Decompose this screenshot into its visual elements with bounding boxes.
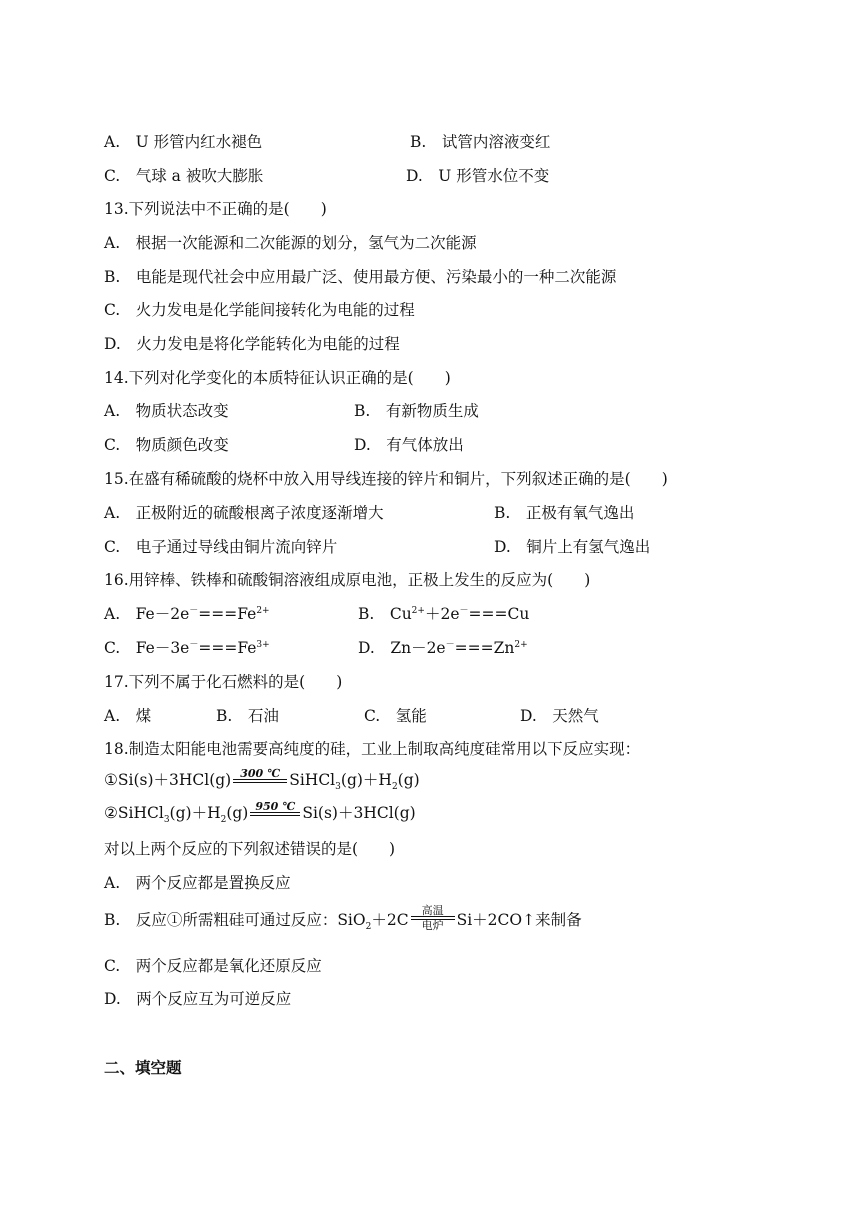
q18-sub-stem: 对以上两个反应的下列叙述错误的是( ) bbox=[104, 840, 396, 858]
q15-options-row2 bbox=[104, 537, 784, 557]
q14-option-b: B. 有新物质生成 bbox=[354, 402, 479, 420]
q14-stem: 14.下列对化学变化的本质特征认识正确的是( ) bbox=[104, 369, 451, 387]
q14-options-row2 bbox=[104, 435, 784, 455]
q12-option-c: C. 气球 a 被吹大膨胀 bbox=[104, 167, 264, 185]
q15-option-c: C. 电子通过导线由铜片流向锌片 bbox=[104, 538, 338, 556]
q13-stem: 13.下列说法中不正确的是( ) bbox=[104, 200, 327, 218]
q13-option-a: A. 根据一次能源和二次能源的划分，氢气为二次能源 bbox=[104, 234, 477, 252]
q16-stem: 16.用锌棒、铁棒和硫酸铜溶液组成原电池，正极上发生的反应为( ) bbox=[104, 571, 591, 589]
q15-option-d: D. 铜片上有氢气逸出 bbox=[494, 538, 651, 556]
q12-option-b: B. 试管内溶液变红 bbox=[410, 133, 551, 151]
reaction-condition-arrow: 高温 电炉 bbox=[411, 905, 455, 931]
q12-options-row1 bbox=[104, 132, 784, 152]
q13-option-b: B. 电能是现代社会中应用最广泛、使用最方便、污染最小的一种二次能源 bbox=[104, 268, 617, 286]
q18-reaction-1: ①Si(s)＋3HCl(g) 300 ℃ $SiHCl_3(g)+H_2(g)$ bbox=[104, 767, 420, 793]
q16-option-a: A. $Fe-2e^-===Fe^{2+}$ bbox=[104, 605, 270, 623]
q12-options-row2 bbox=[104, 166, 784, 186]
q18-stem: 18.制造太阳能电池需要高纯度的硅，工业上制取高纯度硅常用以下反应实现： bbox=[104, 740, 641, 758]
q17-stem: 17.下列不属于化石燃料的是( ) bbox=[104, 673, 343, 691]
q18-option-a: A. 两个反应都是置换反应 bbox=[104, 874, 291, 892]
q16-option-b: B. $Cu^{2+}+2e^-===Cu$ bbox=[358, 605, 530, 623]
q12-option-a: A. U 形管内红水褪色 bbox=[104, 133, 263, 151]
q14-option-c: C. 物质颜色改变 bbox=[104, 436, 229, 454]
q15-option-a: A. 正极附近的硫酸根离子浓度逐渐增大 bbox=[104, 504, 384, 522]
q18-option-d: D. 两个反应互为可逆反应 bbox=[104, 990, 292, 1008]
q17-options-row bbox=[104, 706, 784, 726]
q18-reaction-2: $②SiHCl_3(g)+H_2(g)$ 950 ℃ Si(s)＋3HCl(g) bbox=[104, 800, 416, 826]
q17-option-d: D. 天然气 bbox=[520, 707, 599, 725]
q15-option-b: B. 正极有氧气逸出 bbox=[494, 504, 635, 522]
q17-option-b: B. 石油 bbox=[216, 707, 279, 725]
q17-option-a: A. 煤 bbox=[104, 707, 152, 725]
q15-stem: 15.在盛有稀硫酸的烧杯中放入用导线连接的锌片和铜片，下列叙述正确的是( ) bbox=[104, 470, 668, 488]
section-heading-fill-in: 二、填空题 bbox=[104, 1058, 182, 1077]
q15-options-row1 bbox=[104, 503, 784, 523]
q18-option-c: C. 两个反应都是氧化还原反应 bbox=[104, 957, 322, 975]
q14-option-a: A. 物质状态改变 bbox=[104, 402, 229, 420]
q14-option-d: D. 有气体放出 bbox=[354, 436, 464, 454]
q17-option-c: C. 氢能 bbox=[364, 707, 427, 725]
equilibrium-arrow-300: 300 ℃ bbox=[233, 768, 287, 794]
q16-option-d: D. $Zn-2e^-===Zn^{2+}$ bbox=[358, 639, 528, 657]
q16-options-row2 bbox=[104, 638, 784, 658]
q16-option-c: C. $Fe-3e^-===Fe^{3+}$ bbox=[104, 639, 270, 657]
q18-option-b: B. 反应①所需粗硅可通过反应：SiO$_2$＋2C 高温 电炉 Si＋2CO↑来制备 bbox=[104, 904, 582, 933]
q16-options-row1 bbox=[104, 604, 784, 624]
q14-options-row1 bbox=[104, 401, 784, 421]
q13-option-d: D. 火力发电是将化学能转化为电能的过程 bbox=[104, 335, 400, 353]
equilibrium-arrow-950: 950 ℃ bbox=[250, 801, 300, 827]
q13-option-c: C. 火力发电是化学能间接转化为电能的过程 bbox=[104, 301, 415, 319]
q12-option-d: D. U 形管水位不变 bbox=[406, 167, 550, 185]
